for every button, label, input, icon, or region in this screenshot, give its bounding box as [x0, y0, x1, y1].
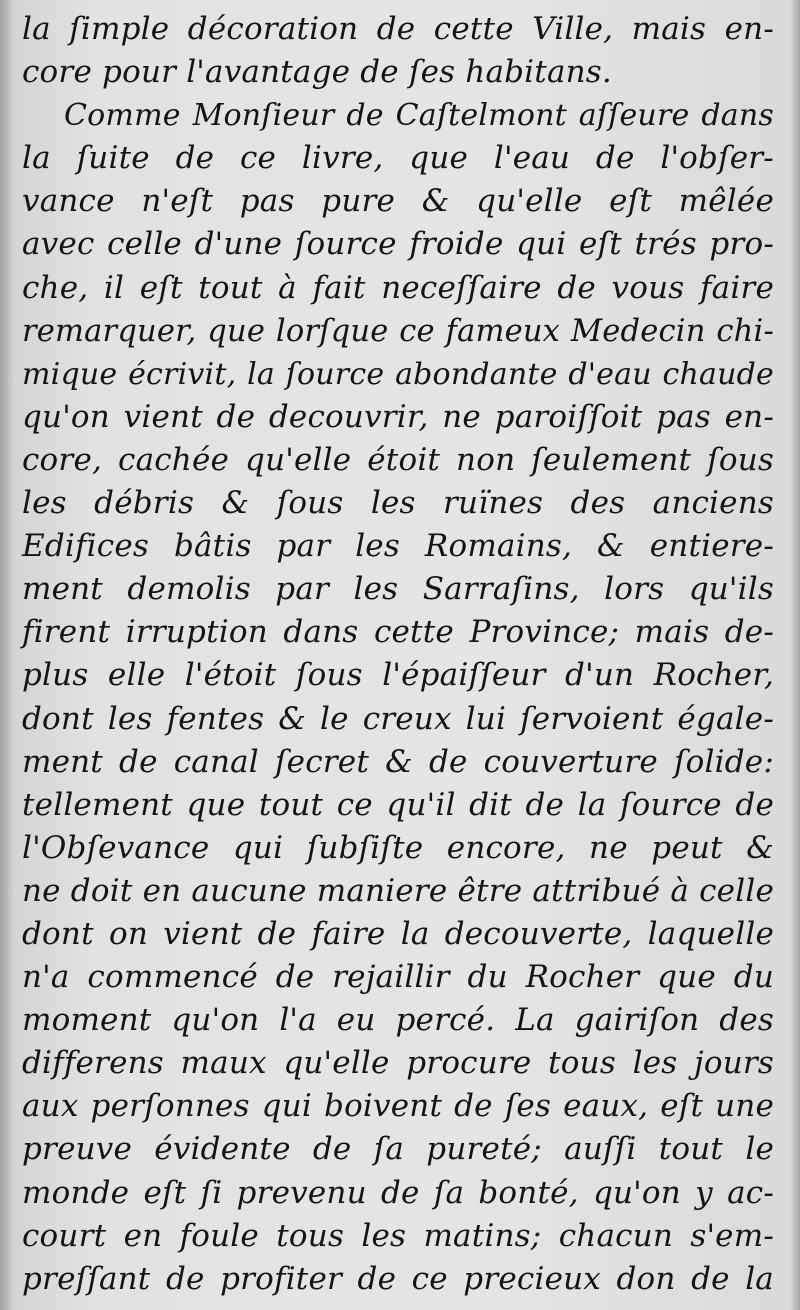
text-line: n'a commencé de rejaillir du Rocher que du — [22, 959, 774, 996]
text-line: l'Obſevance qui ſubſiſte encore, ne peut & — [22, 829, 774, 866]
text-line: core pour l'avantage de ſes habitans. — [22, 54, 612, 91]
text-line: aux perſonnes qui boivent de ſes eaux, eſt une — [22, 1088, 774, 1125]
text-line: les débris & ſous les ruïnes des anciens — [22, 485, 774, 522]
text-line: che, il eſt tout à fait neceſſaire de vous faire — [22, 269, 774, 306]
body-text — [22, 8, 774, 1301]
text-line: ne doit en aucune maniere être attribué à celle — [22, 872, 774, 909]
text-line: vance n'eſt pas pure & qu'elle eſt mêlée — [22, 183, 774, 220]
text-line: remarquer, que lorſque ce fameux Medecin chi- — [22, 313, 774, 349]
text-line: Edifices bâtis par les Romains, & entiere- — [22, 528, 774, 565]
text-line: monde eſt ſi prevenu de ſa bonté, qu'on y ac- — [22, 1174, 774, 1211]
paragraph-first-line: Comme Monſieur de Caſtelmont aſſeure dans — [64, 98, 774, 134]
text-line: la ſimple décoration de cette Ville, mais en- — [22, 11, 774, 47]
text-line: mique écrivit, la ſource abondante d'eau chaude — [22, 356, 774, 392]
text-line: ment de canal ſecret & de couverture ſolide: — [22, 743, 774, 780]
text-line: dont on vient de faire la decouverte, laquelle — [22, 915, 774, 952]
text-line: moment qu'on l'a eu percé. La gairiſon des — [22, 1002, 774, 1039]
text-line: court en foule tous les matins; chacun s'em- — [22, 1217, 774, 1254]
page-right-shadow — [790, 0, 800, 1310]
text-line: firent irruption dans cette Province; mais de- — [22, 614, 774, 651]
page-left-shadow — [0, 0, 14, 1310]
text-line: plus elle l'étoit ſous l'épaiſſeur d'un Rocher, — [22, 657, 774, 694]
text-line: preſſant de profiter de ce precieux don de la — [22, 1260, 774, 1297]
text-line: preuve évidente de ſa pureté; auſſi tout le — [22, 1131, 774, 1168]
text-line: qu'on vient de decouvrir, ne paroiſſoit pas en- — [22, 398, 774, 435]
text-line: core, cachée qu'elle étoit non ſeulement ſous — [22, 441, 774, 478]
text-line: ment demolis par les Sarraſins, lors qu'ils — [22, 571, 774, 608]
text-line: differens maux qu'elle procure tous les jours — [22, 1045, 774, 1082]
text-line: la ſuite de ce livre, que l'eau de l'obſer- — [22, 140, 774, 177]
text-line: avec celle d'une ſource froide qui eſt trés pro- — [22, 226, 774, 263]
text-line: tellement que tout ce qu'il dit de la ſource de — [22, 786, 774, 823]
text-line: dont les fentes & le creux lui ſervoient égale- — [22, 700, 774, 737]
